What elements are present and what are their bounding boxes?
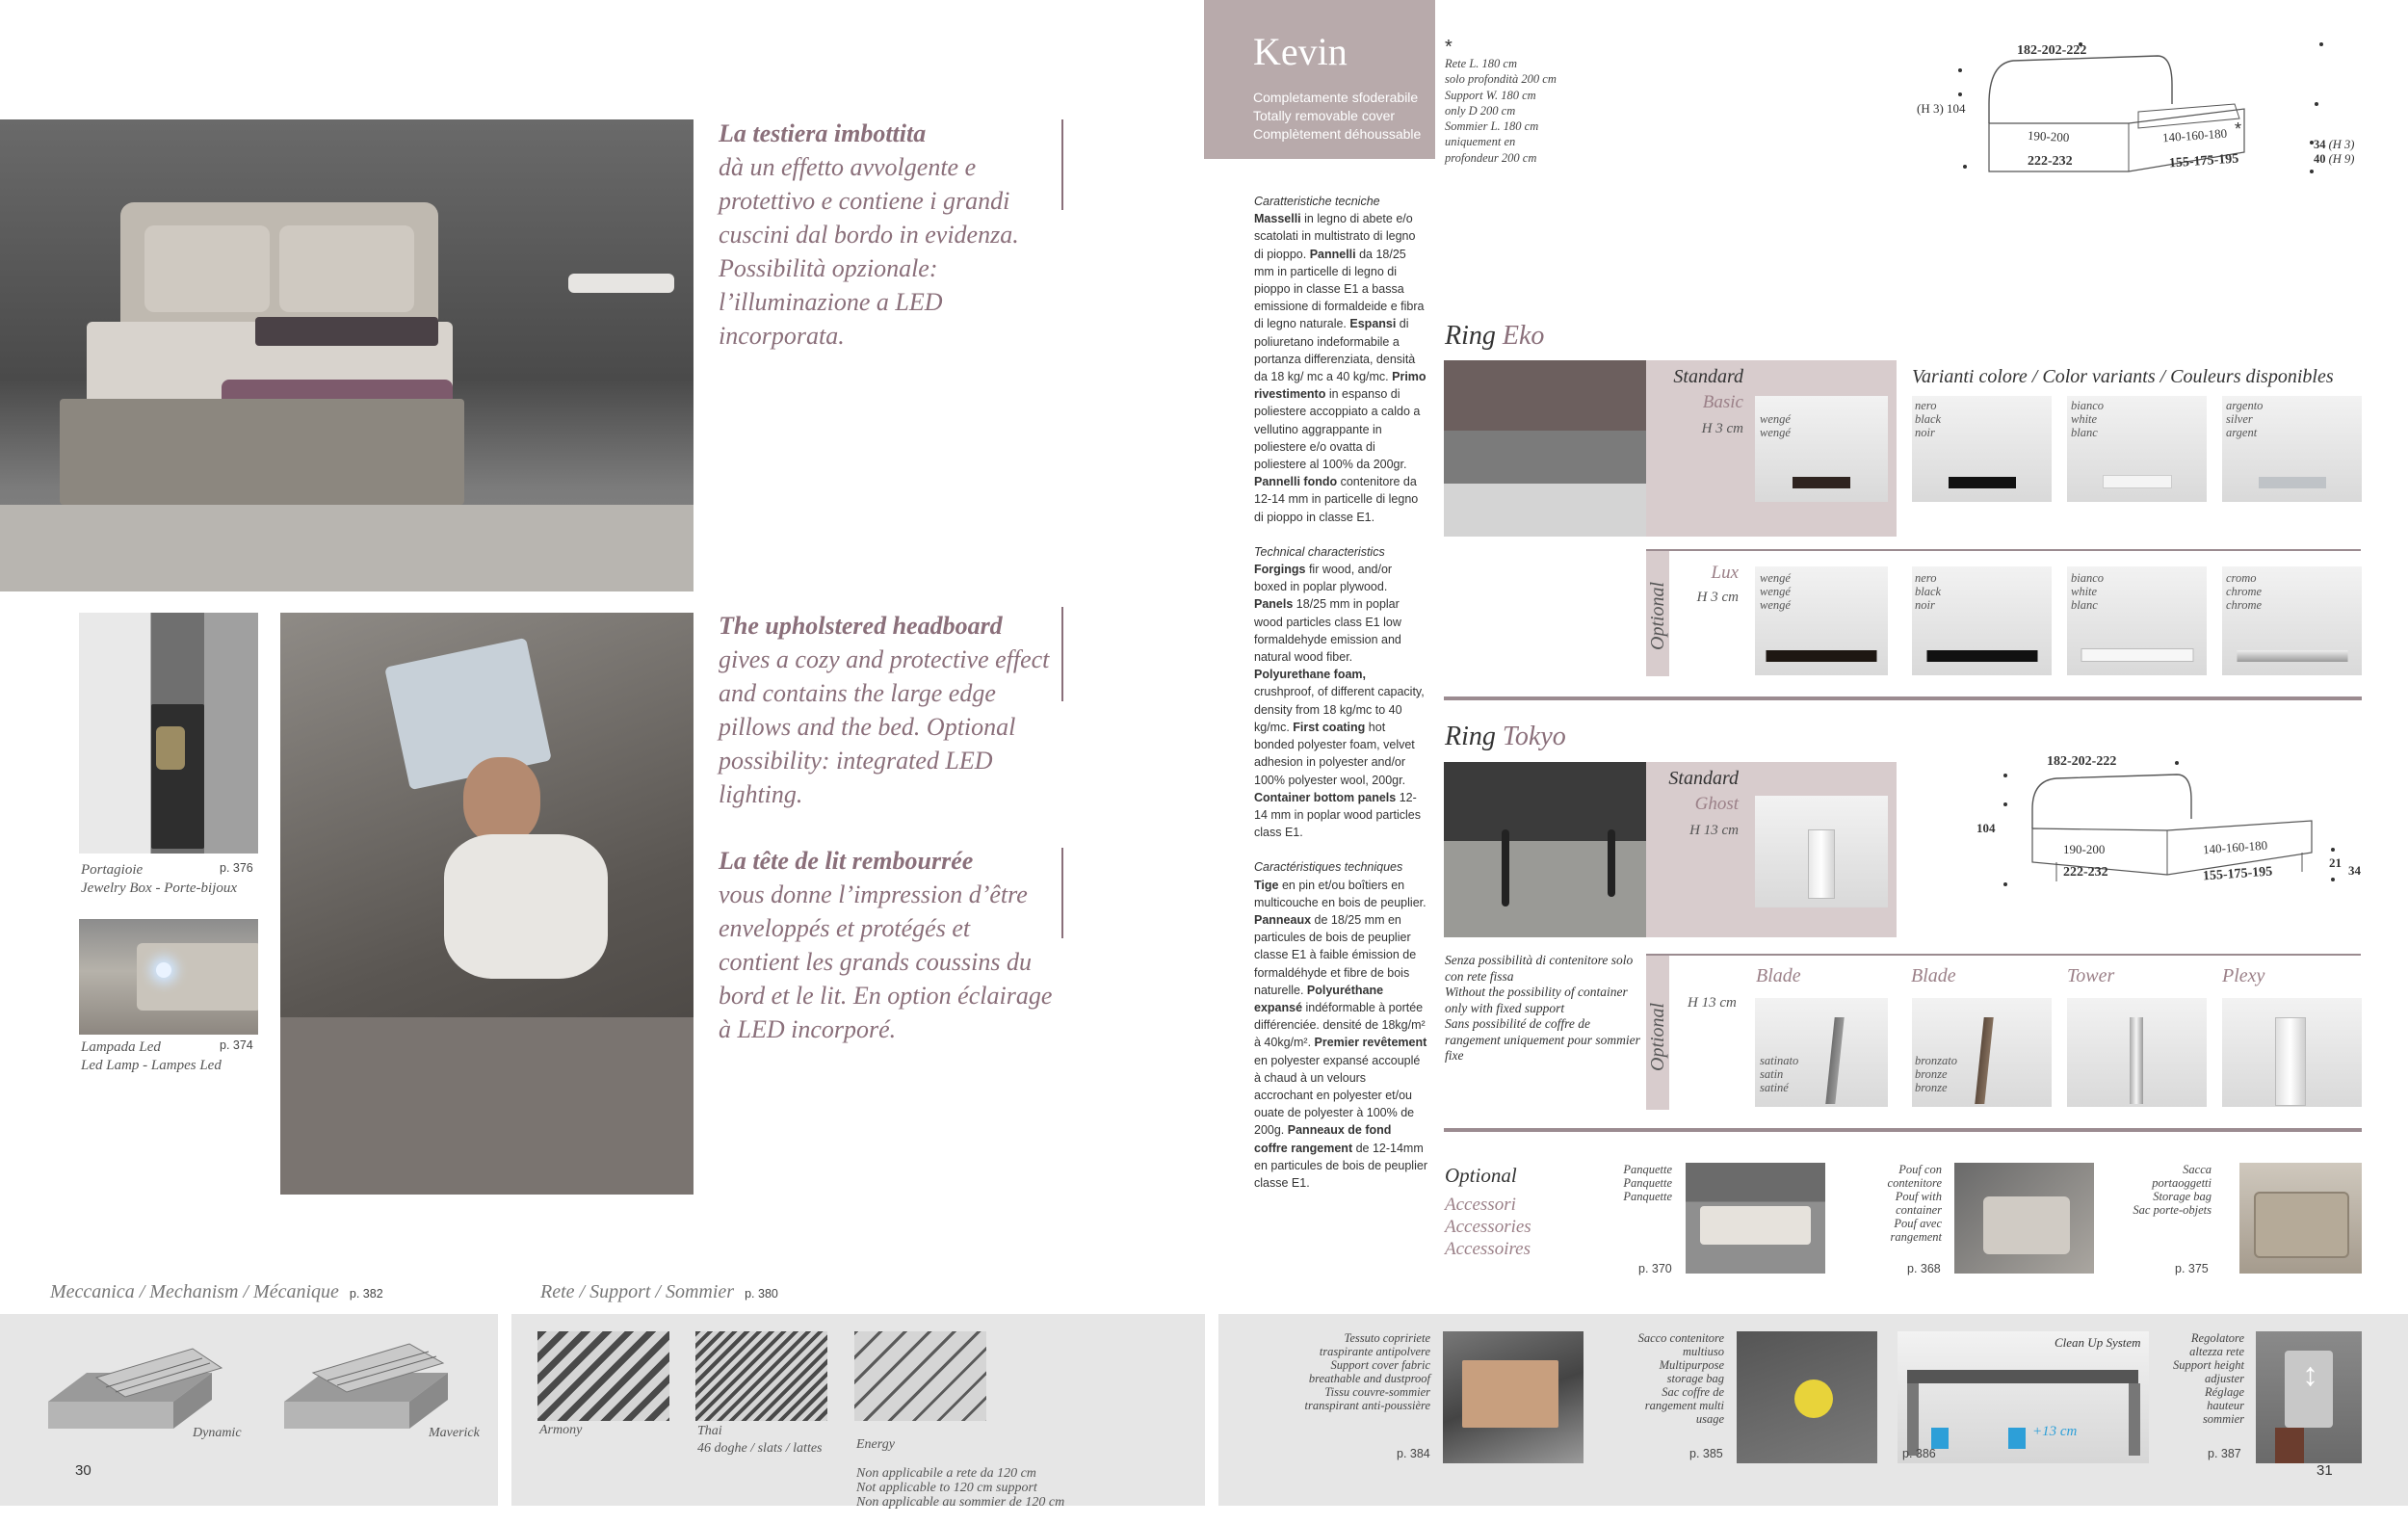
support-title: Rete / Support / Sommier [540,1281,735,1302]
dim-width: 182-202-222 [2017,43,2087,58]
tech-it-heading: Caratteristiche tecniche [1254,195,1380,208]
acc-panquette-page: p. 370 [1638,1262,1672,1275]
lux-black-label: nero black noir [1915,571,1942,612]
eko-optional-rule [1646,549,2361,551]
bottom-adjuster-image: ↕ [2256,1331,2362,1463]
tokyo-dim-l2: 155-175-195 [2202,864,2273,884]
tokyo-dimension-drawing [1984,751,2389,896]
cover-en: Totally removable cover [1253,108,1396,123]
eko-variant-silver-label: argento silver argent [2226,399,2264,439]
dim-l1: 222-232 [2028,154,2073,169]
eko-std-name: Basic [1702,392,1743,412]
cover-fr: Complètement déhoussable [1253,126,1422,142]
dim-hr1: 34 [2314,138,2326,151]
cleanup-label: Clean Up System [2055,1335,2141,1350]
dim-star: * [2235,119,2242,139]
en-body: gives a cozy and protective effect and contains the large edge pillows and the bed. Optional possibility: integrated LED lighting. [719,645,1050,808]
tokyo-dim-height: 104 [1976,821,1996,835]
eko-standard: Standard [1673,366,1743,387]
tokyo-title-b: Tokyo [1502,722,1566,751]
tokyo-opt-h: H 13 cm [1688,995,1737,1011]
mechanism-page: p. 382 [349,1287,383,1301]
mechanism-maverick-image [275,1334,482,1440]
eko-title-a: Ring [1445,321,1496,351]
tech-en-heading: Technical characteristics [1254,544,1385,559]
eko-photo [1444,360,1646,537]
tech-en-body: Forgings fir wood, and/or boxed in poplar plywood. Panels 18/25 mm in poplar wood particles class E1 low formaldehyde emission and natural wood fiber. Polyurethane foam, crushproof, of different capacity, density from 18 kg/mc to 40 kg/mc. First coating hot bonded polyester foam, velvet adhesion in polyester and/or 100% polyester wool, 200gr. Container bottom panels 12-14 mm in poplar wood particles class E1. [1254,563,1425,840]
tech-fr-body: Tige en pin et/ou boîtiers en multicouche en bois de peuplier. Panneaux de 18/25 mm en particules de bois de peuplier classe E1 à faible émission de formaldéhyde et fibre de bois naturelle. Polyuréthane expansé indéformable à portée différenciée. densité de 18kg/m² à 40kg/m². Premier revêtement en polyester expansé accouplé à chaud à un velours accrochant en polyester et/ou ouate de polyester à 100% de 200g. Panneaux de fond coffre rangement de 12-14mm en particules de bois de peuplier classe E1. [1254,878,1427,1190]
page-number-left: 30 [75,1462,92,1479]
support-armony-label: Armony [539,1423,583,1437]
acc-panquette-image [1686,1163,1825,1274]
model-name: Kevin [1253,30,1348,73]
star-mark: * [1445,37,1453,58]
cover-it: Completamente sfoderabile [1253,90,1419,105]
eko-variant-black-label: nero black noir [1915,399,1942,439]
tokyo-dim-hr2: 34 [2348,863,2361,878]
acc-label: Accessori Accessories Accessoires [1445,1195,1531,1259]
foot-plexy-name: Plexy [2222,965,2265,986]
fr-title: La tête de lit rembourrée [719,847,974,875]
dim-hr1b: (H 3) [2328,138,2355,151]
tech-it-body: Masselli in legno di abete e/o scatolati in multistrato di legno di pioppo. Pannelli da 18/25 mm in particelle di legno di pioppo in classe E1 a bassa emissione di formaldeide e fibra di legno naturale. Espansi di poliuretano indeformabile a portanza differenziata, densità da 18 kg/ mc a 40 kg/mc. Primo rivestimento in espanso di poliestere accoppiato a caldo a vellutino aggrappante in poliestere e/o ovatta di poliestere al 100% da 200gr. Pannelli fondo contenitore da 12-14 mm in particelle di legno di pioppo in classe E1. [1254,212,1426,524]
support-energy-image [854,1331,986,1421]
support-armony-image [537,1331,669,1421]
eko-std-color: wengé wengé [1760,412,1791,439]
bottom-bag-image [1737,1331,1877,1463]
tokyo-dim-width: 182-202-222 [2047,754,2117,769]
mechanism-dynamic-label: Dynamic [193,1426,242,1440]
dim-hr2: 40 [2314,152,2326,166]
eko-lux-h: H 3 cm [1696,590,1739,605]
foot-blade-satin-sub: satinato satin satiné [1760,1054,1799,1094]
tokyo-standard: Standard [1668,768,1739,789]
led-lamp-photo [79,919,258,1035]
bottom-cover-page: p. 384 [1397,1447,1430,1460]
tech-fr-heading: Caractéristiques techniques [1254,860,1403,875]
tokyo-ghost-tile [1755,796,1888,907]
acc-bag-image [2239,1163,2362,1274]
en-title: The upholstered headboard [719,612,1003,640]
foot-tower-name: Tower [2067,965,2115,986]
acc-bag-label: Sacca portaoggetti Storage bag Sac porte-objets [2133,1163,2212,1217]
acc-pouf-image [1954,1163,2094,1274]
it-title: La testiera imbottita [719,119,927,147]
eko-optional-label: Optional [1647,581,1668,650]
tokyo-dim-l1: 222-232 [2063,865,2108,880]
support-energy-sub: Non applicabile a rete da 120 cm Not applicable to 120 cm support Non applicable au sommier de 120 cm [856,1466,1065,1510]
acc-bag-page: p. 375 [2175,1262,2209,1275]
jewelry-label: Portagioie [81,862,144,878]
tokyo-note: Senza possibilità di contenitore solo con rete fissa Without the possibility of container only with fixed support Sans possibilité de coffre de rangement uniquement pour sommier fixe [1445,953,1640,1063]
lux-wenge-label: wengé wengé wengé [1760,571,1791,612]
tokyo-optional-label: Optional [1647,1002,1668,1071]
lamp-label: Lampada Led [81,1039,161,1055]
bottom-cover-image [1443,1331,1584,1463]
lux-white-label: bianco white blanc [2071,571,2105,612]
tokyo-dim-d1: 190-200 [2063,842,2106,856]
jewelry-label-2: Jewelry Box - Porte-bijoux [81,880,238,896]
lamp-page: p. 374 [220,1038,253,1052]
text-divider-3 [1061,848,1063,938]
section-rule-2 [1444,1128,2362,1132]
eko-variants-title: Varianti colore / Color variants / Couleurs disponibles [1912,366,2334,387]
foot-blade-bronze-sub: bronzato bronze bronze [1915,1054,1957,1094]
support-thai-label: Thai [697,1424,722,1438]
text-divider-1 [1061,119,1063,210]
acc-pouf-label: Pouf con contenitore Pouf with container Pouf avec rangement [1887,1163,1942,1244]
dim-hr2b: (H 9) [2328,152,2355,166]
bottom-adjuster-page: p. 387 [2208,1447,2241,1460]
foot-plexy-tile [2222,998,2362,1107]
bottom-adjuster-label: Regolatore altezza rete Support height adjuster Réglage hauteur sommier [2173,1331,2244,1426]
support-page: p. 380 [745,1287,778,1301]
bottom-bag-label: Sacco contenitore multiuso Multipurpose storage bag Sac coffre de rangement multi usage [1637,1331,1724,1426]
woman-reading-photo [280,613,694,1195]
cleanup-page: p. 386 [1902,1447,1936,1460]
bottom-cover-label: Tessuto copririete traspirante antipolvere Support cover fabric breathable and dustproof Tissu couvre-sommier transpirant anti-poussière [1304,1331,1430,1412]
fr-body: vous donne l’impression d’être enveloppés et protégés et contient les grands coussins du bord et le lit. En option éclairage à LED incorporé. [719,880,1053,1043]
eko-std-h: H 3 cm [1701,421,1743,436]
lamp-label-2: Led Lamp - Lampes Led [81,1058,222,1073]
mechanism-title: Meccanica / Mechanism / Mécanique [50,1281,339,1302]
dim-l2: 155-175-195 [2168,151,2239,171]
eko-title-b: Eko [1502,321,1545,351]
text-divider-2 [1061,607,1063,701]
tokyo-dim-d2: 140-160-180 [2202,837,2268,857]
acc-pouf-page: p. 368 [1907,1262,1941,1275]
lux-chrome-label: cromo chrome chrome [2226,571,2263,612]
mechanism-maverick-label: Maverick [429,1426,480,1440]
acc-optional: Optional [1445,1164,1517,1187]
foot-blade-bronze-name: Blade [1911,965,1956,986]
jewelry-box-photo [79,613,258,854]
tokyo-std-name: Ghost [1694,794,1739,814]
cleanup-extra: +13 cm [2032,1424,2078,1439]
support-thai-sub: 46 doghe / slats / lattes [697,1441,823,1456]
tokyo-dim-hr1: 21 [2329,855,2342,870]
tokyo-optional-rule [1646,954,2361,956]
jewelry-page: p. 376 [220,861,253,875]
dim-d1: 190-200 [2027,127,2070,145]
acc-panquette-label: Panquette Panquette Panquette [1623,1163,1672,1203]
star-note: Rete L. 180 cm solo profondità 200 cm Support W. 180 cm only D 200 cm Sommier L. 180 cm uniquement en profondeur 200 cm [1445,57,1557,165]
section-rule-1 [1444,696,2362,700]
foot-blade-satin-name: Blade [1756,965,1801,986]
tokyo-photo [1444,762,1646,937]
tokyo-title-a: Ring [1445,722,1496,751]
eko-lux: Lux [1711,563,1739,583]
it-body: dà un effetto avvolgente e protettivo e contiene i grandi cuscini dal bordo in evidenza. Possibilità opzionale: l’illuminazione a LED incorporata. [719,153,1019,350]
dim-d2: 140-160-180 [2161,125,2228,145]
bed-dimension-drawing [1907,37,2369,181]
tokyo-std-h: H 13 cm [1689,823,1739,838]
bottom-bag-page: p. 385 [1689,1447,1723,1460]
foot-tower-tile [2067,998,2207,1107]
support-thai-image [695,1331,827,1421]
mechanism-dynamic-image [39,1334,241,1440]
page-number-right: 31 [2316,1462,2333,1479]
support-energy-label: Energy [856,1437,895,1452]
main-bed-photo [0,119,694,591]
bottom-cleanup-image [1898,1331,2149,1463]
eko-variant-white-label: bianco white blanc [2071,399,2105,439]
dim-height: (H 3) 104 [1917,101,1966,116]
